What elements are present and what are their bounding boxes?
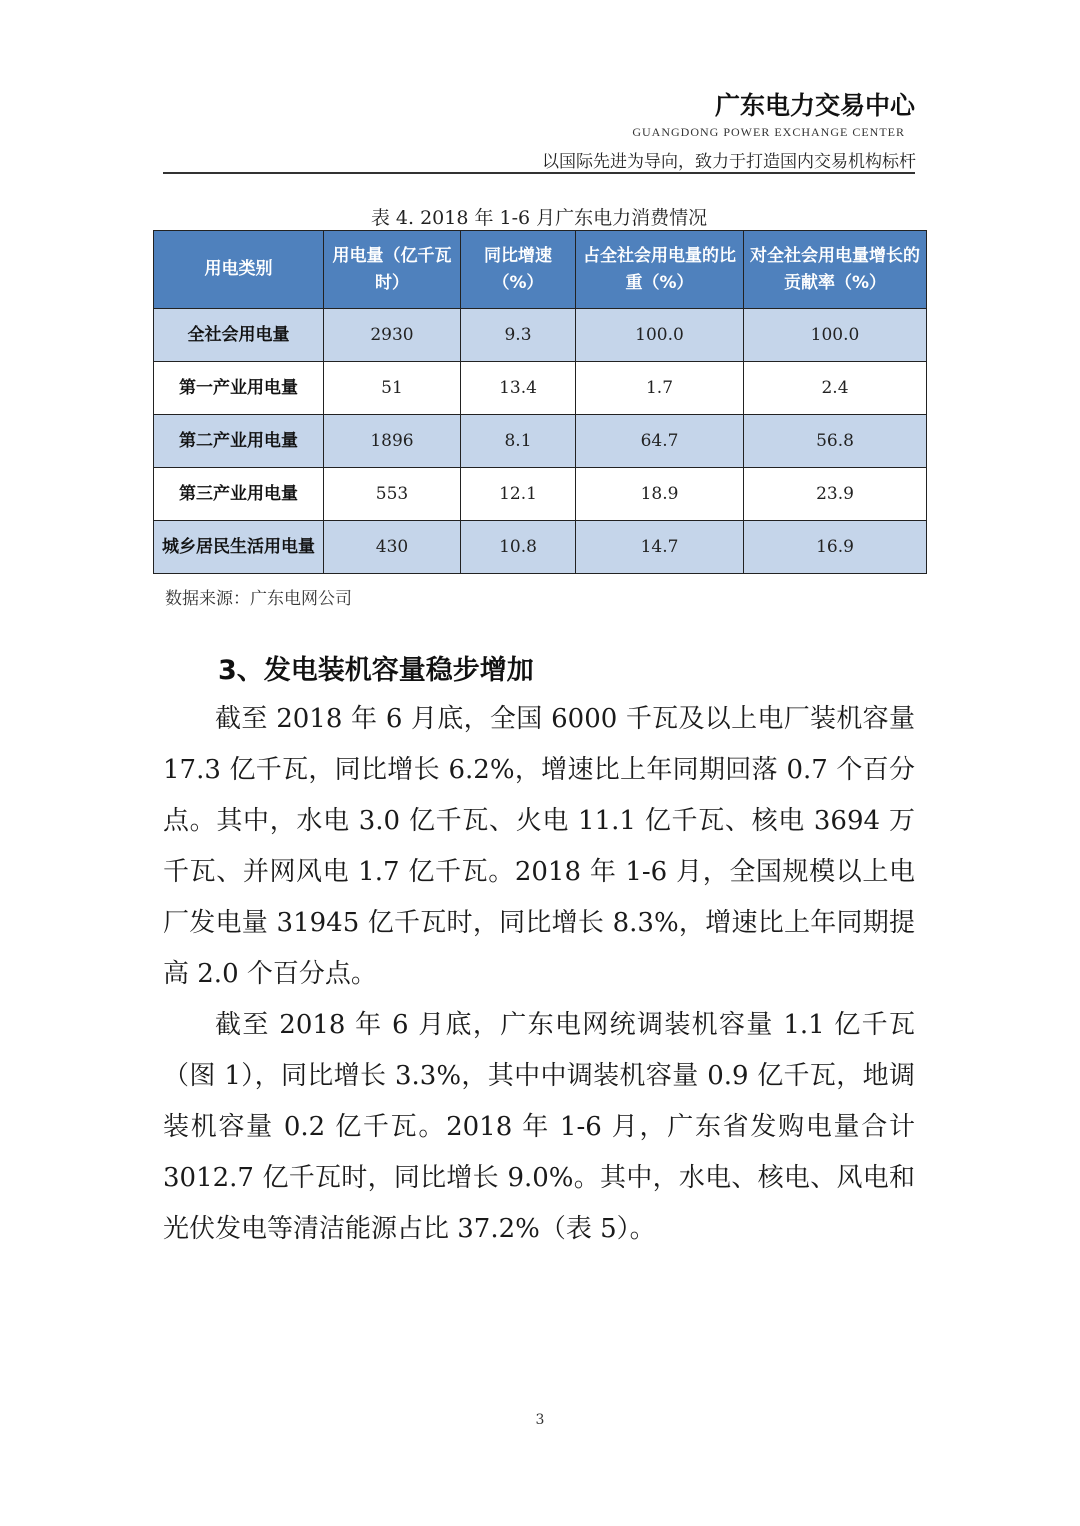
row-growth: 8.1: [461, 415, 576, 468]
data-source-note: 数据来源：广东电网公司: [165, 589, 352, 609]
organization-english-name: GUANGDONG POWER EXCHANGE CENTER: [632, 125, 905, 139]
row-share: 14.7: [576, 521, 744, 574]
row-contribution: 23.9: [744, 468, 927, 521]
table-header-row: [154, 231, 927, 309]
organization-title: 广东电力交易中心: [714, 91, 915, 120]
row-consumption: 2930: [324, 309, 461, 362]
row-consumption: 553: [324, 468, 461, 521]
row-contribution: 2.4: [744, 362, 927, 415]
row-contribution: 56.8: [744, 415, 927, 468]
row-share: 1.7: [576, 362, 744, 415]
page-number: 3: [535, 1412, 545, 1428]
table-row: [154, 468, 927, 521]
row-growth: 13.4: [461, 362, 576, 415]
row-consumption: 51: [324, 362, 461, 415]
row-consumption: 1896: [324, 415, 461, 468]
row-category: 全社会用电量: [154, 309, 324, 362]
column-header-share: 占全社会用电量的比重（%）: [576, 231, 744, 309]
header-divider: [163, 172, 915, 174]
table-row: [154, 415, 927, 468]
row-growth: 12.1: [461, 468, 576, 521]
row-category: 城乡居民生活用电量: [154, 521, 324, 574]
table-row: [154, 521, 927, 574]
row-share: 100.0: [576, 309, 744, 362]
consumption-table: [153, 230, 927, 574]
section-heading: 3、发电装机容量稳步增加: [218, 655, 534, 686]
body-paragraph: 截至 2018 年 6 月底，全国 6000 千瓦及以上电厂装机容量 17.3 亿千瓦，同比增长 6.2%，增速比上年同期回落 0.7 个百分点。其中，水电 3.0 亿千瓦、火电 11.1 亿千瓦、核电 3694 万千瓦、并网风电 1.7 亿千瓦。2018 年 1-6 月，全国规模以上电厂发电量 31945 亿千瓦时，同比增长 8.3%，增速比上年同期提高 2.0 个百分点。: [163, 704, 915, 989]
column-header-contribution: 对全社会用电量增长的贡献率（%）: [744, 231, 927, 309]
row-share: 64.7: [576, 415, 744, 468]
row-contribution: 16.9: [744, 521, 927, 574]
row-growth: 10.8: [461, 521, 576, 574]
row-consumption: 430: [324, 521, 461, 574]
row-category: 第一产业用电量: [154, 362, 324, 415]
table-row: [154, 362, 927, 415]
column-header-category: 用电类别: [154, 231, 324, 309]
column-header-growth: 同比增速（%）: [461, 231, 576, 309]
column-header-consumption: 用电量（亿千瓦时）: [324, 231, 461, 309]
row-growth: 9.3: [461, 309, 576, 362]
row-category: 第三产业用电量: [154, 468, 324, 521]
row-share: 18.9: [576, 468, 744, 521]
row-contribution: 100.0: [744, 309, 927, 362]
table-caption: 表 4. 2018 年 1-6 月广东电力消费情况: [370, 207, 708, 229]
table-row: [154, 309, 927, 362]
body-paragraph: 截至 2018 年 6 月底，广东电网统调装机容量 1.1 亿千瓦（图 1），同比增长 3.3%，其中中调装机容量 0.9 亿千瓦，地调装机容量 0.2 亿千瓦。2018 年 1-6 月，广东省发购电量合计 3012.7 亿千瓦时，同比增长 9.0%。其中，水电、核电、风电和光伏发电等清洁能源占比 37.2%（表 5）。: [163, 1010, 915, 1244]
organization-slogan: 以国际先进为导向，致力于打造国内交易机构标杆: [542, 152, 916, 172]
row-category: 第二产业用电量: [154, 415, 324, 468]
